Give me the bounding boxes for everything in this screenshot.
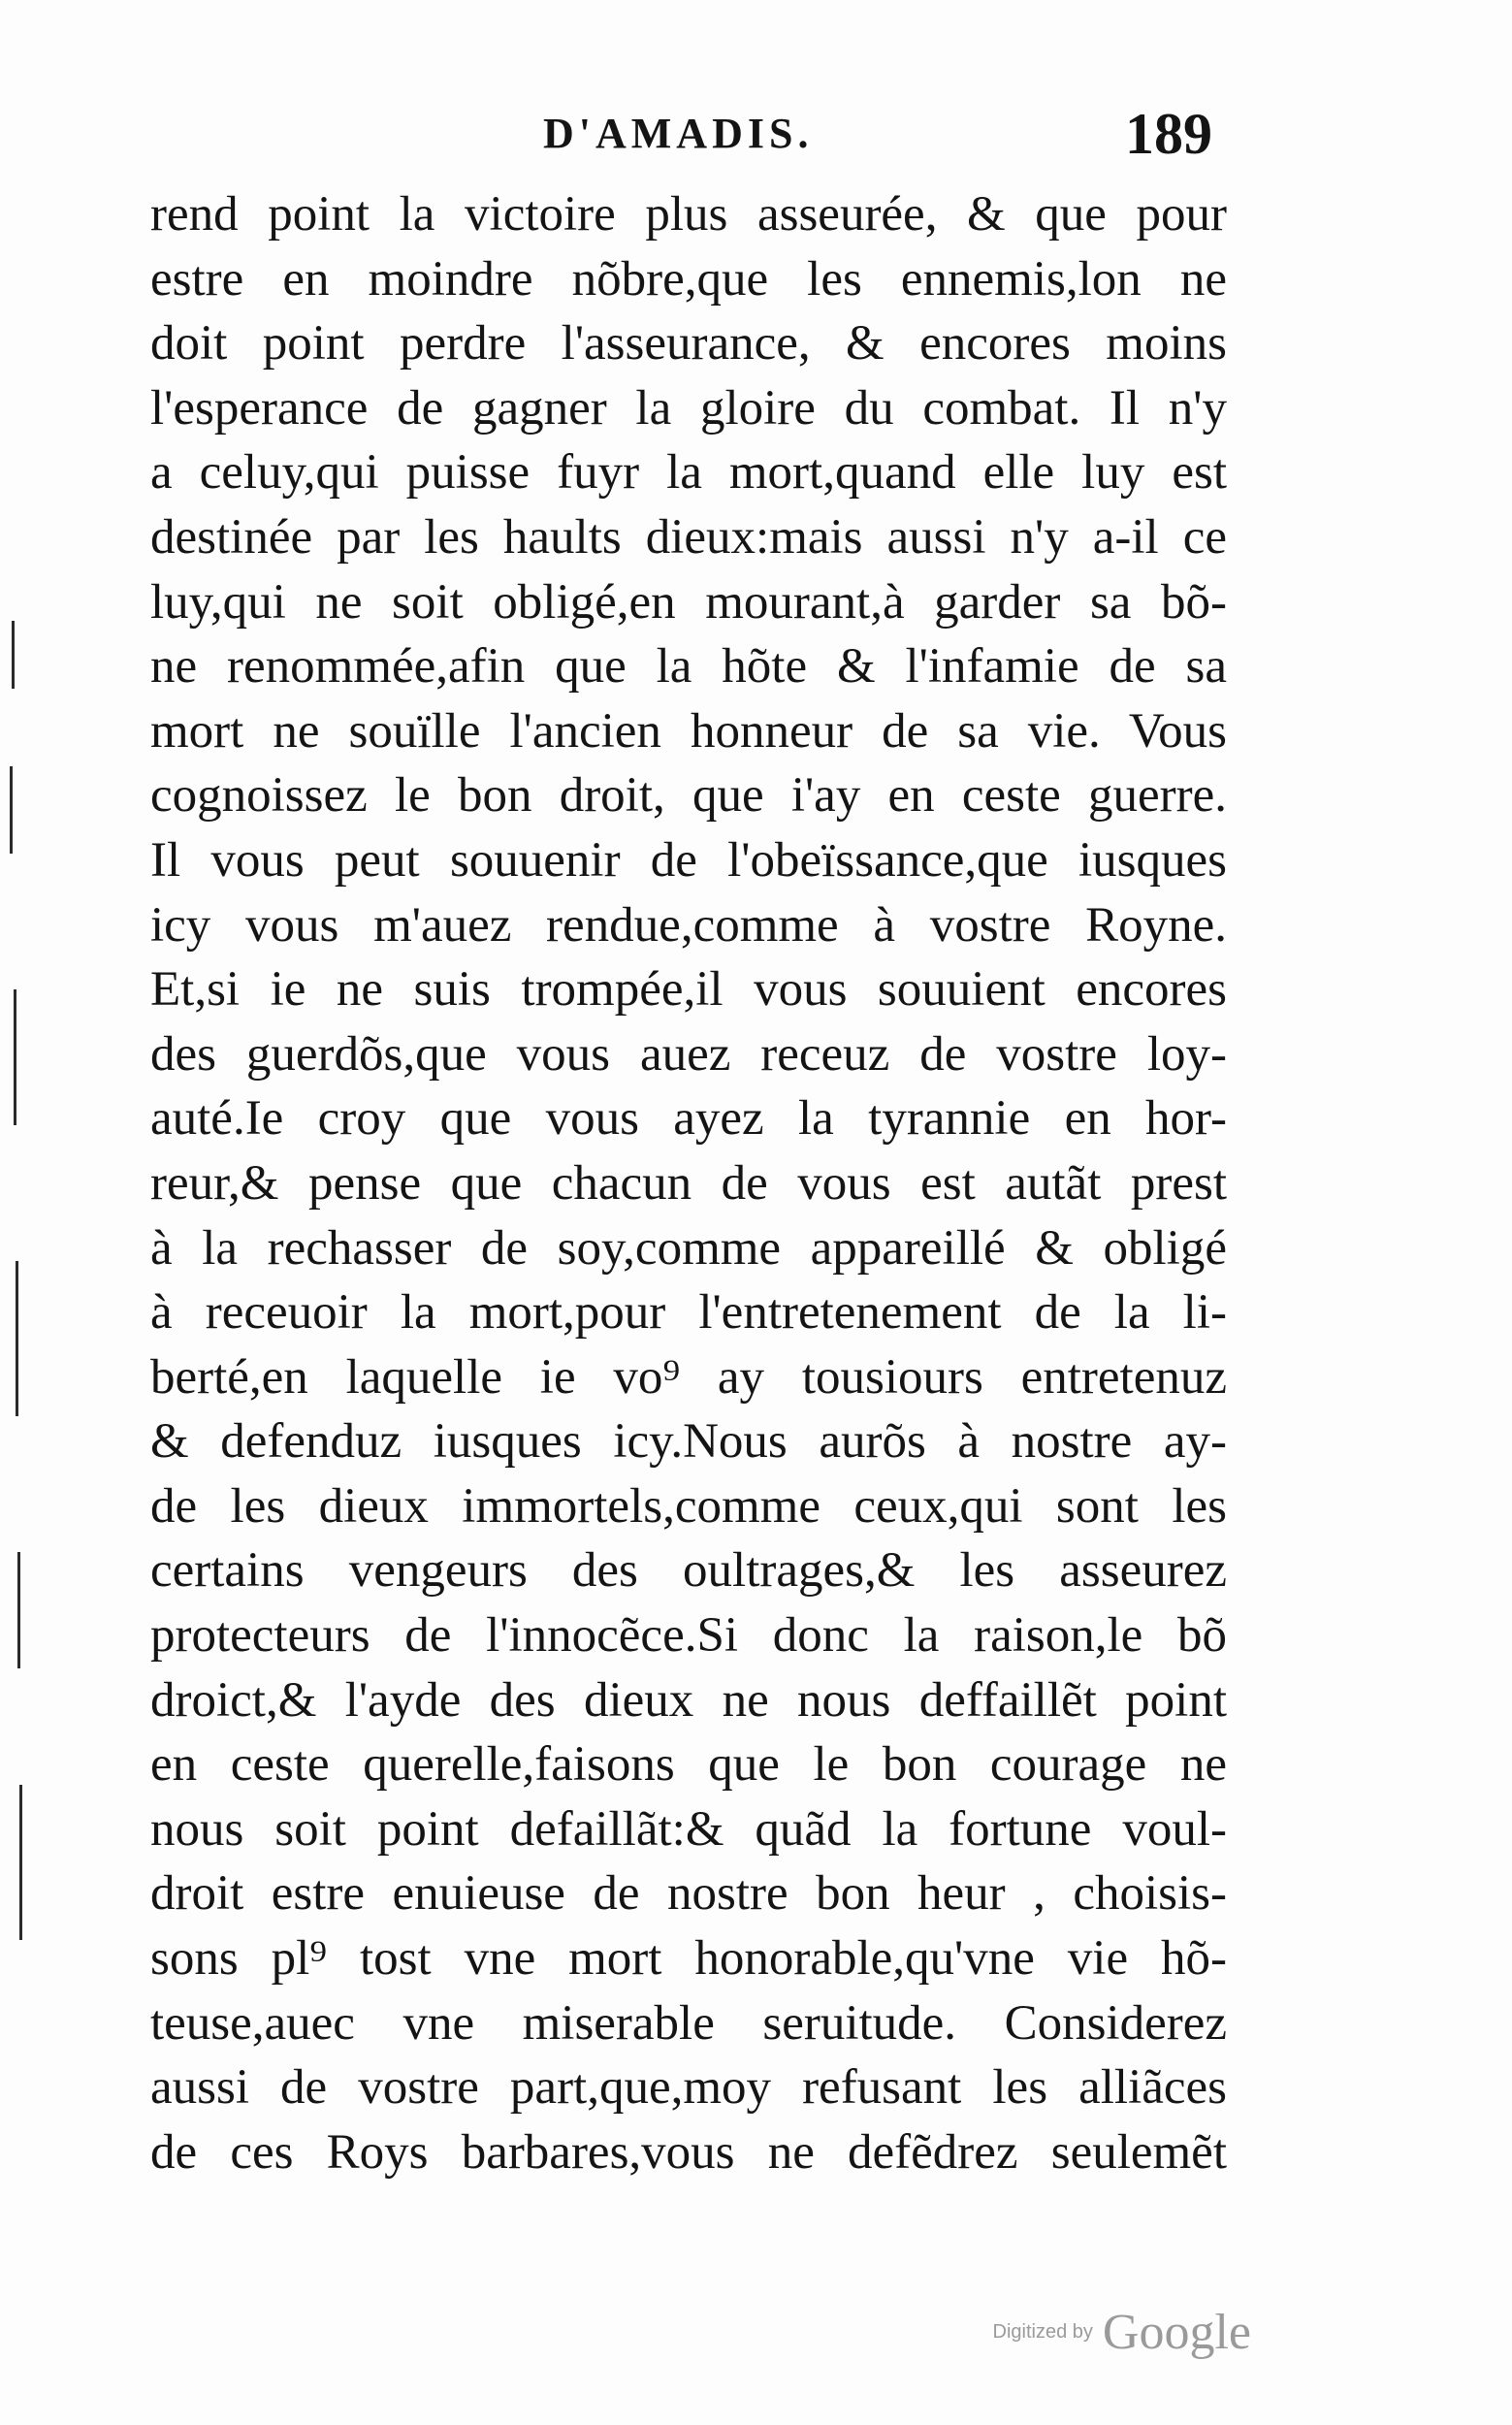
- text-line: de ces Roys barbares,vous ne defẽdrez seulemẽt: [150, 2124, 1227, 2180]
- text-line: de les dieux immortels,comme ceux,qui sont les: [150, 1478, 1227, 1534]
- page-number: 189: [1125, 102, 1212, 166]
- text-line: berté,en laquelle ie vo⁹ ay tousiours entretenuz: [150, 1349, 1227, 1405]
- binding-gutter: [0, 582, 27, 2037]
- text-line: rend point la victoire plus asseurée, & que pour: [150, 187, 1227, 242]
- text-line: droit estre enuieuse de nostre bon heur , choisis-: [150, 1866, 1227, 1922]
- text-line: sons pl⁹ tost vne mort honorable,qu'vne vie hõ-: [150, 1931, 1227, 1987]
- text-line: luy,qui ne soit obligé,en mourant,à garder sa bõ-: [150, 574, 1227, 630]
- text-line: des guerdõs,que vous auez receuz de vostre loy-: [150, 1026, 1227, 1082]
- text-line: Et,si ie ne suis trompée,il vous souuient encores: [150, 962, 1227, 1018]
- text-line: icy vous m'auez rendue,comme à vostre Royne.: [150, 897, 1227, 953]
- gutter-mark: [10, 766, 13, 854]
- running-head: D'AMADIS.: [543, 110, 814, 157]
- digitization-watermark: [941, 2304, 1251, 2361]
- text-line: destinée par les haults dieux:mais aussi n'y a-il ce: [150, 509, 1227, 565]
- text-line: teuse,auec vne miserable seruitude. Considerez: [150, 1995, 1227, 2051]
- text-line: en ceste querelle,faisons que le bon courage ne: [150, 1737, 1227, 1793]
- text-line: estre en moindre nõbre,que les ennemis,lon ne: [150, 251, 1227, 307]
- gutter-mark: [17, 1552, 20, 1668]
- text-line: l'esperance de gagner la gloire du combat. Il n'y: [150, 380, 1227, 436]
- text-line: à la rechasser de soy,comme appareillé & obligé: [150, 1220, 1227, 1276]
- text-line: aussi de vostre part,que,moy refusant les alliãces: [150, 2060, 1227, 2116]
- text-line: protecteurs de l'innocẽce.Si donc la raison,le bõ: [150, 1608, 1227, 1664]
- watermark-prefix: Digitized by: [992, 2321, 1093, 2343]
- gutter-mark: [16, 1261, 18, 1416]
- text-line: doit point perdre l'asseurance, & encores moins: [150, 316, 1227, 372]
- text-line: a celuy,qui puisse fuyr la mort,quand elle luy est: [150, 445, 1227, 501]
- gutter-mark: [12, 621, 15, 689]
- text-line: à receuoir la mort,pour l'entretenement de la li-: [150, 1285, 1227, 1341]
- text-line: ne renommée,afin que la hõte & l'infamie de sa: [150, 639, 1227, 695]
- text-line: droict,& l'ayde des dieux ne nous deffaillẽt point: [150, 1672, 1227, 1728]
- text-line: & defenduz iusques icy.Nous aurõs à nostre ay-: [150, 1414, 1227, 1470]
- gutter-mark: [14, 989, 16, 1125]
- watermark-brand: Google: [1102, 2305, 1251, 2360]
- text-line: certains vengeurs des oultrages,& les asseurez: [150, 1543, 1227, 1599]
- text-line: cognoissez le bon droit, que i'ay en ceste guerre.: [150, 768, 1227, 824]
- gutter-mark: [19, 1785, 22, 1940]
- text-line: reur,& pense que chacun de vous est autãt prest: [150, 1155, 1227, 1211]
- body-text: [150, 182, 1227, 2184]
- text-line: nous soit point defaillãt:& quãd la fortune voul-: [150, 1801, 1227, 1857]
- text-line: mort ne souïlle l'ancien honneur de sa vie. Vous: [150, 703, 1227, 759]
- text-line: auté.Ie croy que vous ayez la tyrannie en hor-: [150, 1091, 1227, 1147]
- text-line: Il vous peut souuenir de l'obeïssance,que iusques: [150, 832, 1227, 888]
